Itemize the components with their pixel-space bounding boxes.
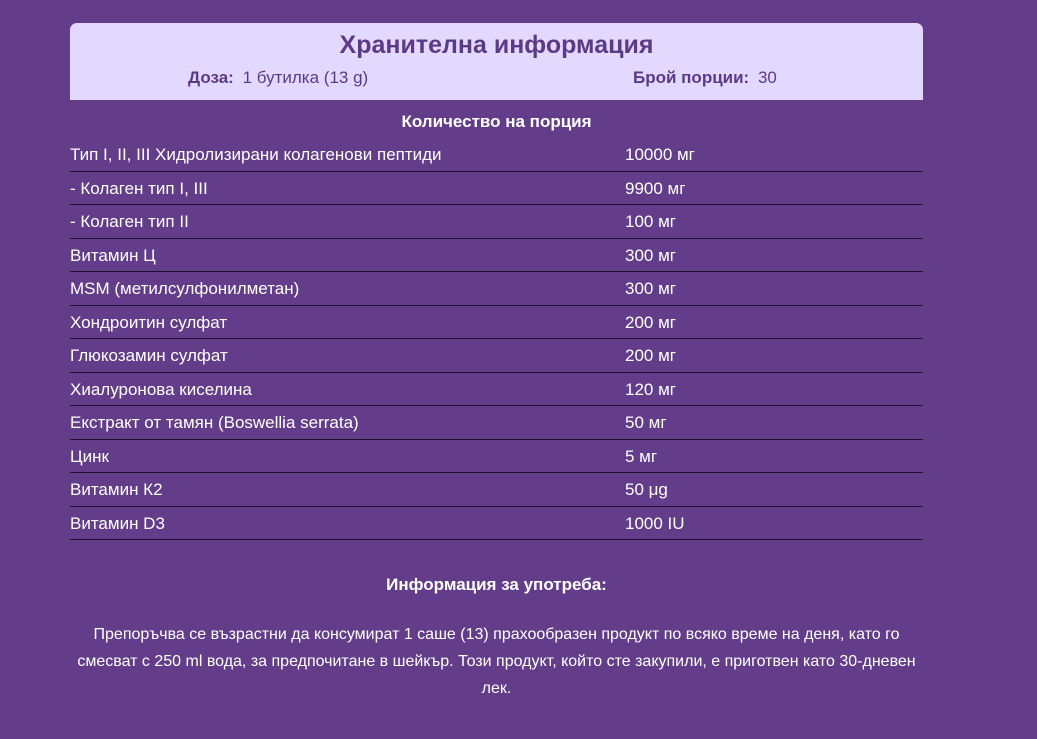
ingredient-amount: 300 мг (625, 245, 676, 265)
table-row (70, 373, 923, 407)
ingredient-amount: 9900 мг (625, 178, 686, 198)
nutrition-table (70, 138, 923, 540)
ingredient-name: MSM (метилсулфонилметан) (70, 279, 300, 298)
ingredient-amount: 10000 мг (625, 145, 695, 164)
ingredient-amount: 5 мг (625, 446, 658, 466)
ingredient-amount: 120 мг (625, 379, 676, 399)
table-row (70, 406, 923, 440)
servings-count (633, 67, 777, 89)
usage-heading: Информация за употреба: (386, 575, 607, 594)
servings-label: Брой порции: (633, 68, 750, 87)
ingredient-name: Витамин К2 (70, 480, 163, 499)
servings-value: 30 (757, 68, 777, 87)
ingredient-amount: 1000 IU (625, 513, 685, 533)
usage-paragraph: Препоръчва се възрастни да консумират 1 саше (13) прахообразен продукт по всяко време на деня, като го смесват с 250 ml вода, за предпочитане в шейкър. Този продукт, който сте закупили, е приготвен като 30-дневен лек. (77, 626, 916, 697)
table-row (70, 306, 923, 340)
ingredient-amount: 300 мг (625, 279, 676, 298)
table-row (70, 172, 923, 206)
table-row (70, 473, 923, 507)
ingredient-amount: 100 мг (625, 212, 676, 231)
dose-value: 1 бутилка (13 g) (242, 68, 369, 87)
ingredient-name: Хондроитин сулфат (70, 312, 228, 332)
ingredient-name: Витамин D3 (70, 513, 165, 533)
ingredient-name: - Колаген тип II (70, 212, 189, 231)
table-row (70, 339, 923, 373)
ingredient-name: Глюкозамин сулфат (70, 346, 228, 365)
ingredient-amount: 200 мг (625, 346, 676, 365)
ingredient-name: Тип I, II, III Хидролизирани колагенови пептиди (70, 145, 442, 164)
table-row (70, 205, 923, 239)
ingredient-amount: 50 мг (625, 413, 667, 432)
ingredient-name: Хиалуронова киселина (70, 379, 252, 399)
ingredient-amount: 50 μg (625, 480, 668, 499)
ingredient-amount: 200 мг (625, 312, 676, 332)
ingredient-name: Цинк (70, 446, 109, 466)
nutrition-title: Хранителна информация (339, 31, 654, 59)
table-row (70, 239, 923, 273)
ingredient-name: Витамин Ц (70, 245, 156, 265)
ingredient-name: - Колаген тип I, III (70, 178, 208, 198)
table-row (70, 272, 923, 306)
table-row (70, 138, 923, 172)
dose-label: Доза: (188, 68, 234, 87)
nutrition-header (70, 23, 923, 100)
serving-dose (188, 67, 368, 89)
amount-per-serving-heading: Количество на порция (401, 112, 592, 131)
table-row (70, 507, 923, 541)
table-row (70, 440, 923, 474)
ingredient-name: Екстракт от тамян (Boswellia serrata) (70, 413, 359, 432)
